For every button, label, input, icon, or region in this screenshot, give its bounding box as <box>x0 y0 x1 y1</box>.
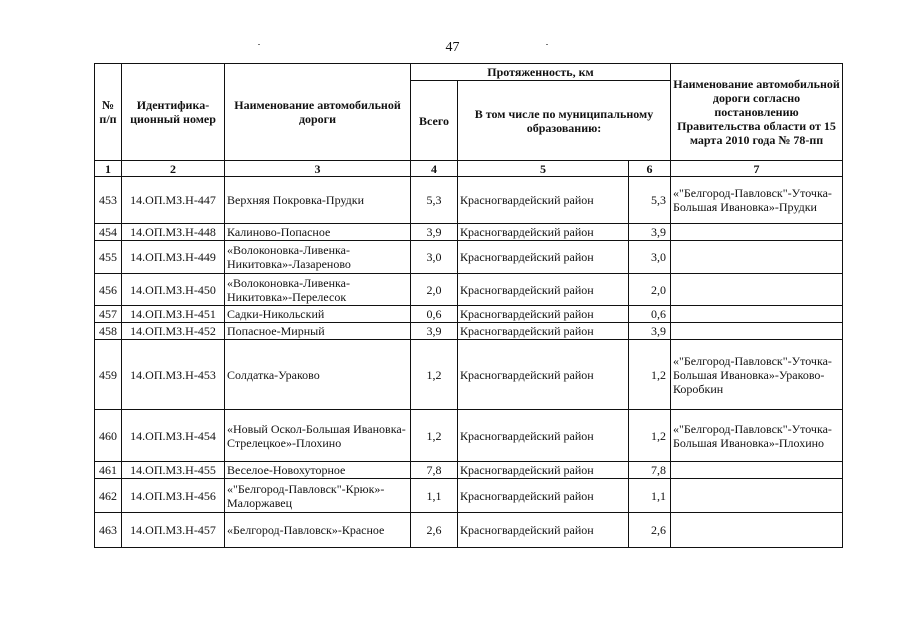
table-row <box>95 306 843 323</box>
cell-id: 14.ОП.МЗ.Н-448 <box>122 224 225 241</box>
cell-resolution-name <box>671 462 843 479</box>
header-name: Наименование автомобильной дороги <box>225 64 411 161</box>
cell-resolution-name <box>671 513 843 548</box>
scan-speck <box>546 44 548 45</box>
header-total: Всего <box>411 81 458 161</box>
cell-num: 455 <box>95 241 122 274</box>
cell-id: 14.ОП.МЗ.Н-455 <box>122 462 225 479</box>
table-row <box>95 462 843 479</box>
cell-road-name: Попасное-Мирный <box>225 323 411 340</box>
cell-district-km: 2,0 <box>629 274 671 306</box>
cell-district-km: 1,2 <box>629 410 671 462</box>
cell-id: 14.ОП.МЗ.Н-450 <box>122 274 225 306</box>
cell-district-km: 1,1 <box>629 479 671 513</box>
cell-resolution-name <box>671 241 843 274</box>
cell-district: Красногвардейский район <box>458 479 629 513</box>
cell-num: 454 <box>95 224 122 241</box>
cell-total-km: 3,9 <box>411 323 458 340</box>
cell-district: Красногвардейский район <box>458 241 629 274</box>
cell-district: Красногвардейский район <box>458 513 629 548</box>
column-index: 7 <box>671 161 843 177</box>
cell-road-name: Веселое-Новохуторное <box>225 462 411 479</box>
cell-resolution-name <box>671 274 843 306</box>
cell-resolution-name <box>671 224 843 241</box>
column-index: 3 <box>225 161 411 177</box>
cell-total-km: 1,2 <box>411 340 458 410</box>
cell-road-name: «"Белгород-Павловск"-Крюк»-Малоржавец <box>225 479 411 513</box>
cell-num: 458 <box>95 323 122 340</box>
cell-num: 463 <box>95 513 122 548</box>
cell-district-km: 3,9 <box>629 224 671 241</box>
cell-id: 14.ОП.МЗ.Н-451 <box>122 306 225 323</box>
table-row <box>95 224 843 241</box>
cell-district-km: 7,8 <box>629 462 671 479</box>
table-row <box>95 241 843 274</box>
cell-district: Красногвардейский район <box>458 274 629 306</box>
header-num: № п/п <box>95 64 122 161</box>
cell-total-km: 7,8 <box>411 462 458 479</box>
cell-total-km: 1,2 <box>411 410 458 462</box>
header-municipal: В том числе по муниципальному образованию: <box>458 81 671 161</box>
cell-total-km: 3,9 <box>411 224 458 241</box>
cell-district-km: 3,9 <box>629 323 671 340</box>
cell-district-km: 5,3 <box>629 177 671 224</box>
table-row <box>95 513 843 548</box>
cell-district: Красногвардейский район <box>458 306 629 323</box>
column-index: 1 <box>95 161 122 177</box>
header-length: Протяженность, км <box>411 64 671 81</box>
cell-road-name: Солдатка-Ураково <box>225 340 411 410</box>
table-row <box>95 479 843 513</box>
cell-id: 14.ОП.МЗ.Н-456 <box>122 479 225 513</box>
cell-district: Красногвардейский район <box>458 224 629 241</box>
cell-road-name: «Новый Оскол-Большая Ивановка-Стрелецкое»-Плохино <box>225 410 411 462</box>
column-index: 4 <box>411 161 458 177</box>
cell-num: 461 <box>95 462 122 479</box>
cell-district-km: 1,2 <box>629 340 671 410</box>
cell-total-km: 3,0 <box>411 241 458 274</box>
cell-total-km: 1,1 <box>411 479 458 513</box>
cell-id: 14.ОП.МЗ.Н-454 <box>122 410 225 462</box>
cell-road-name: Садки-Никольский <box>225 306 411 323</box>
cell-id: 14.ОП.МЗ.Н-457 <box>122 513 225 548</box>
cell-id: 14.ОП.МЗ.Н-449 <box>122 241 225 274</box>
cell-road-name: Верхняя Покровка-Прудки <box>225 177 411 224</box>
cell-resolution-name <box>671 323 843 340</box>
cell-district-km: 3,0 <box>629 241 671 274</box>
cell-district-km: 0,6 <box>629 306 671 323</box>
cell-num: 462 <box>95 479 122 513</box>
column-index: 5 <box>458 161 629 177</box>
cell-resolution-name <box>671 479 843 513</box>
table-row <box>95 274 843 306</box>
cell-id: 14.ОП.МЗ.Н-453 <box>122 340 225 410</box>
cell-id: 14.ОП.МЗ.Н-447 <box>122 177 225 224</box>
cell-road-name: «Белгород-Павловск»-Красное <box>225 513 411 548</box>
cell-id: 14.ОП.МЗ.Н-452 <box>122 323 225 340</box>
cell-num: 459 <box>95 340 122 410</box>
table-row <box>95 177 843 224</box>
cell-total-km: 2,6 <box>411 513 458 548</box>
cell-total-km: 2,0 <box>411 274 458 306</box>
cell-road-name: «Волоконовка-Ливенка-Никитовка»-Лазареново <box>225 241 411 274</box>
cell-district: Красногвардейский район <box>458 323 629 340</box>
header-id: Идентифика-ционный номер <box>122 64 225 161</box>
scan-speck <box>258 44 260 45</box>
cell-resolution-name: «"Белгород-Павловск"-Уточка-Большая Ивановка»-Ураково-Коробкин <box>671 340 843 410</box>
cell-resolution-name: «"Белгород-Павловск"-Уточка-Большая Ивановка»-Прудки <box>671 177 843 224</box>
cell-num: 460 <box>95 410 122 462</box>
cell-district: Красногвардейский район <box>458 462 629 479</box>
cell-total-km: 0,6 <box>411 306 458 323</box>
cell-road-name: Калиново-Попасное <box>225 224 411 241</box>
cell-road-name: «Волоконовка-Ливенка-Никитовка»-Перелесок <box>225 274 411 306</box>
cell-district-km: 2,6 <box>629 513 671 548</box>
cell-num: 453 <box>95 177 122 224</box>
column-index: 6 <box>629 161 671 177</box>
column-index: 2 <box>122 161 225 177</box>
page-number: 47 <box>445 40 460 55</box>
table-body <box>95 177 843 548</box>
roads-table <box>94 63 843 548</box>
cell-total-km: 5,3 <box>411 177 458 224</box>
table-row <box>95 410 843 462</box>
cell-district: Красногвардейский район <box>458 340 629 410</box>
cell-district: Красногвардейский район <box>458 410 629 462</box>
cell-resolution-name: «"Белгород-Павловск"-Уточка-Большая Ивановка»-Плохино <box>671 410 843 462</box>
cell-num: 456 <box>95 274 122 306</box>
table-row <box>95 323 843 340</box>
table-row <box>95 340 843 410</box>
header-resolution: Наименование автомобильной дороги согласно постановлению Правительства области от 15 марта 2010 года № 78-пп <box>671 64 843 161</box>
cell-num: 457 <box>95 306 122 323</box>
cell-resolution-name <box>671 306 843 323</box>
cell-district: Красногвардейский район <box>458 177 629 224</box>
